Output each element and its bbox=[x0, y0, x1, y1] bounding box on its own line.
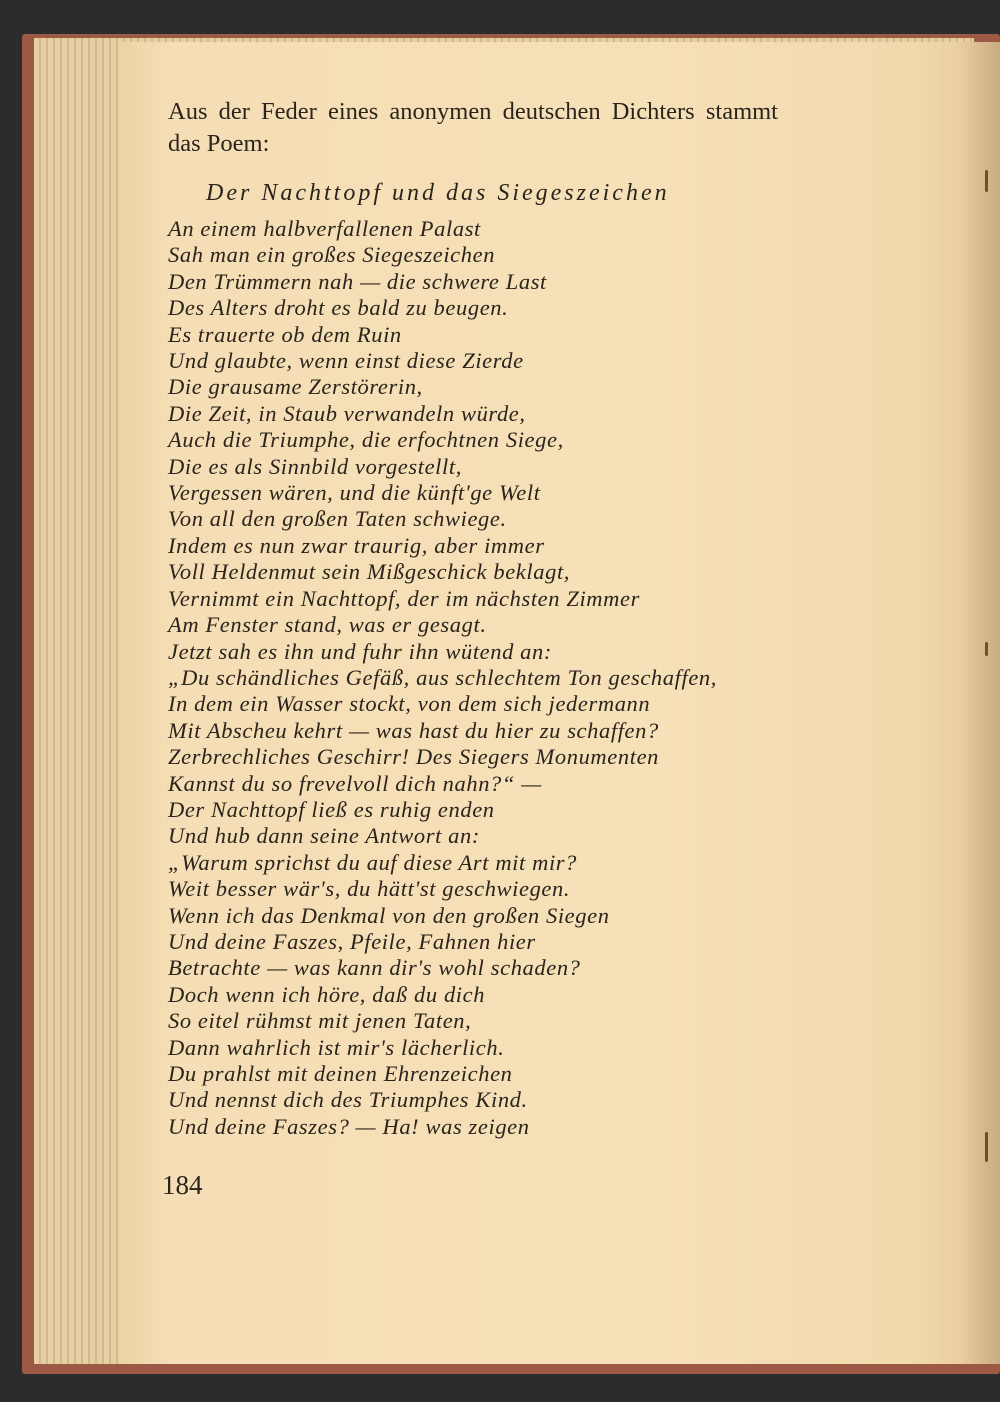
intro-paragraph: Aus der Feder eines anonymen deutschen Dichters stammt das Poem: bbox=[168, 98, 778, 157]
poem-line: Und deine Faszes, Pfeile, Fahnen hier bbox=[168, 928, 536, 954]
poem-line: Die Zeit, in Staub verwandeln würde, bbox=[168, 400, 526, 426]
poem-line: Betrachte — was kann dir's wohl schaden? bbox=[168, 955, 581, 981]
poem-line: Die grausame Zerstörerin, bbox=[168, 374, 423, 400]
poem-line: Sah man ein großes Siegeszeichen bbox=[168, 242, 496, 268]
poem-line: Indem es nun zwar traurig, aber immer bbox=[168, 532, 545, 558]
poem-line: Und hub dann seine Antwort an: bbox=[168, 823, 480, 849]
poem-line: Am Fenster stand, was er gesagt. bbox=[168, 612, 487, 638]
poem-line: Vergessen wären, und die künft'ge Welt bbox=[168, 480, 541, 506]
binding-mark bbox=[985, 1132, 988, 1162]
poem-line: Vernimmt ein Nachttopf, der im nächsten Zimmer bbox=[168, 585, 640, 611]
poem-line: Doch wenn ich höre, daß du dich bbox=[168, 981, 486, 1007]
poem-line: „Du schändliches Gefäß, aus schlechtem Ton geschaffen, bbox=[168, 664, 717, 690]
poem-line: Weit besser wär's, du hätt'st geschwiegen. bbox=[168, 876, 571, 902]
poem-line: Es trauerte ob dem Ruin bbox=[168, 321, 402, 347]
poem-text bbox=[168, 216, 788, 1140]
poem-line: Dann wahrlich ist mir's lächerlich. bbox=[168, 1034, 505, 1060]
poem-line: Und glaubte, wenn einst diese Zierde bbox=[168, 348, 524, 374]
poem-line: Voll Heldenmut sein Mißgeschick beklagt, bbox=[168, 559, 571, 585]
poem-line: Wenn ich das Denkmal von den großen Siegen bbox=[168, 902, 610, 928]
poem-line: Und deine Faszes? — Ha! was zeigen bbox=[168, 1113, 530, 1139]
poem-line: Die es als Sinnbild vorgestellt, bbox=[168, 453, 462, 479]
page-number: 184 bbox=[162, 1170, 203, 1200]
page-gutter-shadow bbox=[960, 42, 1000, 1364]
poem-line: Du prahlst mit deinen Ehrenzeichen bbox=[168, 1061, 513, 1086]
poem-line: Des Alters droht es bald zu beugen. bbox=[168, 295, 509, 321]
poem-line: An einem halbverfallenen Palast bbox=[168, 216, 481, 241]
poem-line: Mit Abscheu kehrt — was hast du hier zu schaffen? bbox=[168, 717, 659, 743]
binding-mark bbox=[985, 170, 988, 192]
poem-line: Der Nachttopf ließ es ruhig enden bbox=[168, 796, 495, 822]
poem-line: „Warum sprichst du auf diese Art mit mir? bbox=[168, 849, 578, 875]
poem-line: Jetzt sah es ihn und fuhr ihn wütend an: bbox=[168, 638, 552, 664]
poem-line: Auch die Triumphe, die erfochtnen Siege, bbox=[168, 427, 564, 453]
poem-line: Von all den großen Taten schwiege. bbox=[168, 506, 507, 532]
poem-line: Zerbrechliches Geschirr! Des Siegers Monumenten bbox=[168, 744, 660, 770]
poem-line: So eitel rühmst mit jenen Taten, bbox=[168, 1008, 472, 1034]
poem-title: Der Nachttopf und das Siegeszeichen bbox=[206, 180, 670, 206]
poem-line: Und nennst dich des Triumphes Kind. bbox=[168, 1087, 528, 1113]
poem-line: Den Trümmern nah — die schwere Last bbox=[168, 268, 547, 294]
binding-mark bbox=[985, 642, 988, 656]
poem-line: In dem ein Wasser stockt, von dem sich jedermann bbox=[168, 691, 651, 717]
poem-line: Kannst du so frevelvoll dich nahn?“ — bbox=[168, 770, 542, 796]
